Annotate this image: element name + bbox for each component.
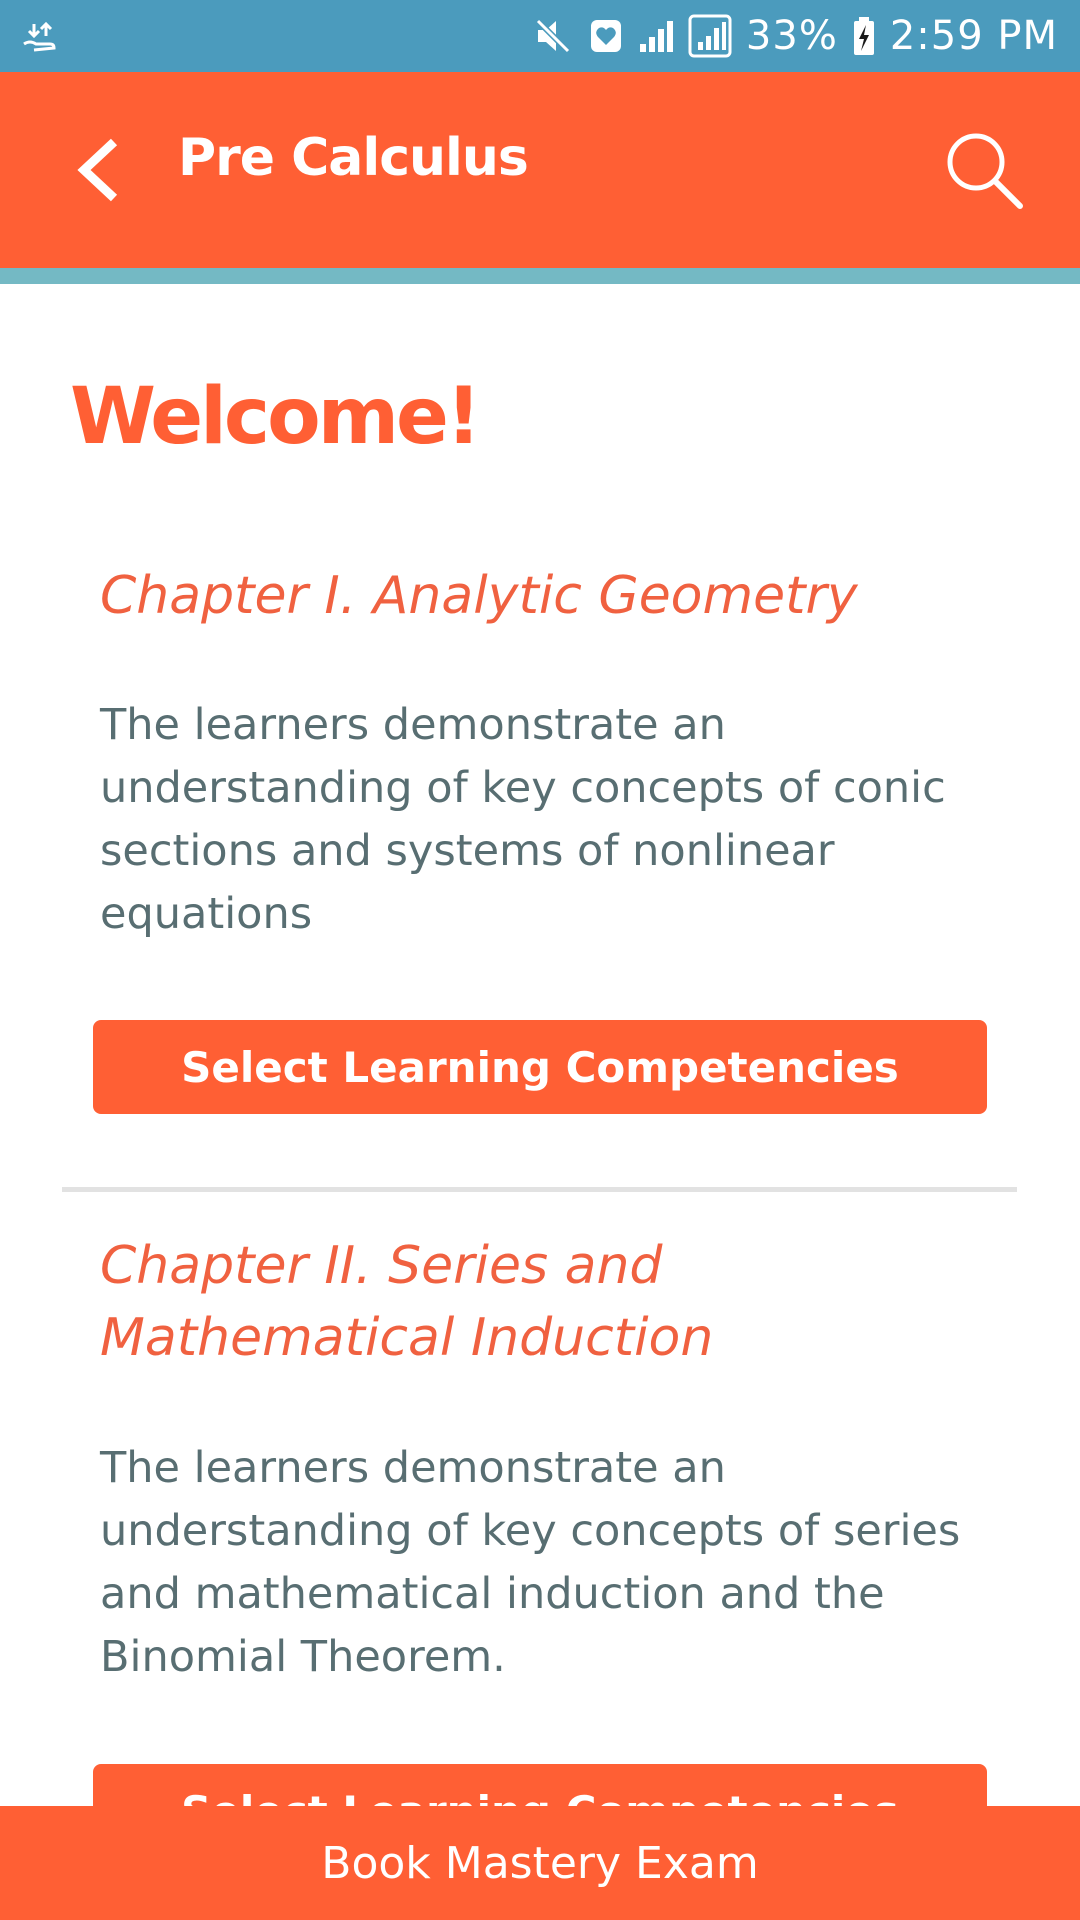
app-bar-accent-strip — [0, 268, 1080, 284]
signal-icon — [638, 18, 674, 54]
chapter-title: Chapter II. Series and Mathematical Induction — [100, 1236, 714, 1368]
battery-charging-icon — [852, 16, 876, 56]
chapter-description: The learners demonstrate an understanding of key concepts of conic sections and systems of nonlinear equations — [100, 700, 946, 939]
book-mastery-exam-button[interactable]: Book Mastery Exam — [0, 1806, 1080, 1920]
mute-icon — [532, 15, 574, 57]
select-learning-competencies-button[interactable]: Select Learning Competencies — [93, 1020, 987, 1114]
chapter-title: Chapter I. Analytic Geometry — [100, 566, 858, 626]
chapter-description: The learners demonstrate an understanding of key concepts of series and mathematical induction and the Binomial Theorem. — [100, 1443, 961, 1682]
section-divider — [62, 1187, 1017, 1192]
clock: 2:59 PM — [889, 13, 1058, 59]
page-title: Pre Calculus — [178, 128, 528, 188]
back-button[interactable] — [62, 120, 132, 220]
signal-box-icon — [688, 14, 732, 58]
search-icon — [940, 201, 1030, 220]
welcome-heading: Welcome! — [70, 372, 479, 462]
download-upload-icon — [20, 14, 60, 58]
chevron-left-icon — [62, 205, 132, 224]
search-button[interactable] — [940, 126, 1030, 216]
battery-percent: 33% — [745, 13, 838, 59]
health-icon — [588, 16, 624, 56]
status-bar — [0, 0, 1080, 72]
app-bar — [0, 72, 1080, 268]
